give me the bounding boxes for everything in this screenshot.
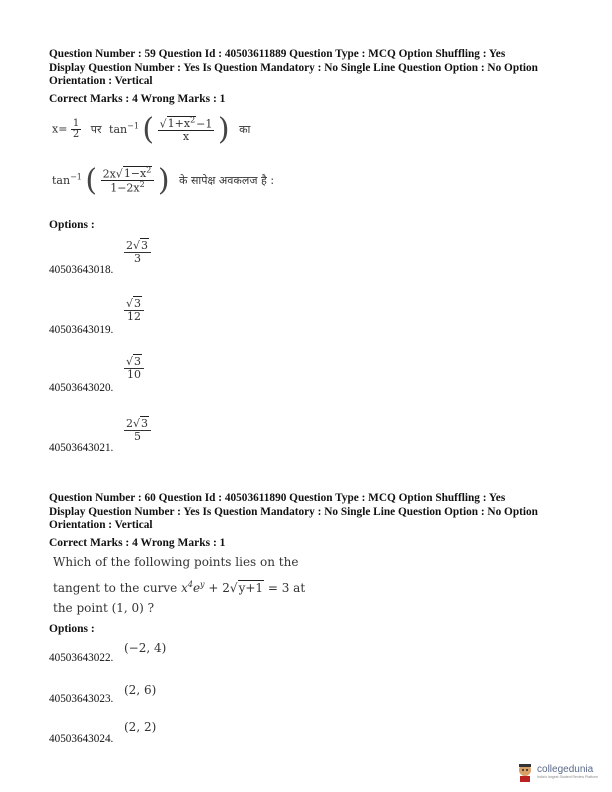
option-value-fraction: $\frac{2√3}{5}$: [124, 418, 151, 442]
option-id: 40503643020.: [49, 382, 114, 394]
q60-meta-line3: Orientation : Vertical: [49, 519, 153, 531]
q59-marks: Correct Marks : 4 Wrong Marks : 1: [49, 93, 226, 105]
half-den: 2: [72, 129, 80, 140]
option-value-fraction: $\frac{√3}{12}$: [124, 298, 144, 322]
q59-meta-line3: Orientation : Vertical: [49, 75, 153, 87]
option-id: 40503643018.: [49, 264, 114, 276]
q60-options-label: Options :: [49, 623, 95, 635]
option-id: 40503643021.: [49, 442, 114, 454]
option-value-fraction: $\frac{√3}{10}$: [124, 356, 144, 380]
q60-meta-line2: Display Question Number : Yes Is Question Mandatory : No Single Line Question Option : No Option: [49, 505, 538, 518]
fraction-1-den: x: [182, 129, 190, 143]
half-num: 1: [72, 117, 80, 129]
option-id: 40503643022.: [49, 652, 114, 664]
option-value-fraction: $\frac{2√3}{3}$: [124, 240, 151, 264]
fraction-1-num: $√1+x^2-1$: [159, 115, 213, 131]
option-value: (−2, 4): [124, 641, 167, 655]
tan-text: tan: [109, 122, 128, 136]
q60-text-line2: tangent to the curve $x^4e^y + 2√y+1 = 3$ at: [53, 580, 306, 595]
option-id: 40503643023.: [49, 693, 114, 705]
q59-expression-line2: [52, 163, 274, 198]
collegedunia-watermark: [516, 762, 598, 782]
close-paren: ): [217, 112, 230, 147]
option-value: (2, 6): [124, 683, 157, 697]
option-id: 40503643024.: [49, 733, 114, 745]
tan-inverse-1: [109, 120, 142, 136]
brand-tagline: India's largest Student Review Platform: [537, 775, 598, 779]
tan-inverse-2: $\tan^{-1}$: [52, 171, 82, 187]
fraction-2: [101, 167, 155, 194]
q60-text-line1: Which of the following points lies on the: [53, 555, 299, 569]
q60-meta-line1: Question Number : 60 Question Id : 40503611890 Question Type : MCQ Option Shuffling : Yes: [49, 492, 506, 504]
fraction-2-num: $2x√1-x^2$: [101, 167, 155, 181]
option-value: (2, 2): [124, 720, 157, 734]
x-equals: x=: [52, 122, 68, 136]
question-59-meta: [49, 48, 579, 89]
par-word: पर: [90, 122, 102, 136]
open-paren-2: (: [85, 163, 98, 198]
q59-options-label: Options :: [49, 219, 95, 231]
ka-word: का: [239, 122, 251, 136]
q60-text-line3: the point (1, 0) ?: [53, 601, 155, 615]
option-id: 40503643019.: [49, 324, 114, 336]
q59-expression-line1: [52, 112, 250, 147]
open-paren: (: [142, 112, 155, 147]
half-fraction: [71, 119, 81, 141]
inverse-sup: −1: [127, 120, 139, 130]
q59-meta-line1: Question Number : 59 Question Id : 40503611889 Question Type : MCQ Option Shuffling : Yes: [49, 48, 506, 60]
fraction-2-den: $1-2x^2$: [110, 180, 145, 195]
q59-meta-line2: Display Question Number : Yes Is Question Mandatory : No Single Line Question Option : No Option: [49, 61, 538, 74]
radicand-1: $1+x^2$: [167, 115, 196, 131]
derivative-text: के सापेक्ष अवकलज है :: [179, 173, 275, 187]
brand-name: collegedunia: [537, 764, 594, 775]
close-paren-2: ): [157, 163, 170, 198]
mascot-icon: [516, 762, 534, 782]
q60-marks: Correct Marks : 4 Wrong Marks : 1: [49, 537, 226, 549]
fraction-1: [158, 117, 215, 143]
question-60-meta: [49, 492, 579, 533]
